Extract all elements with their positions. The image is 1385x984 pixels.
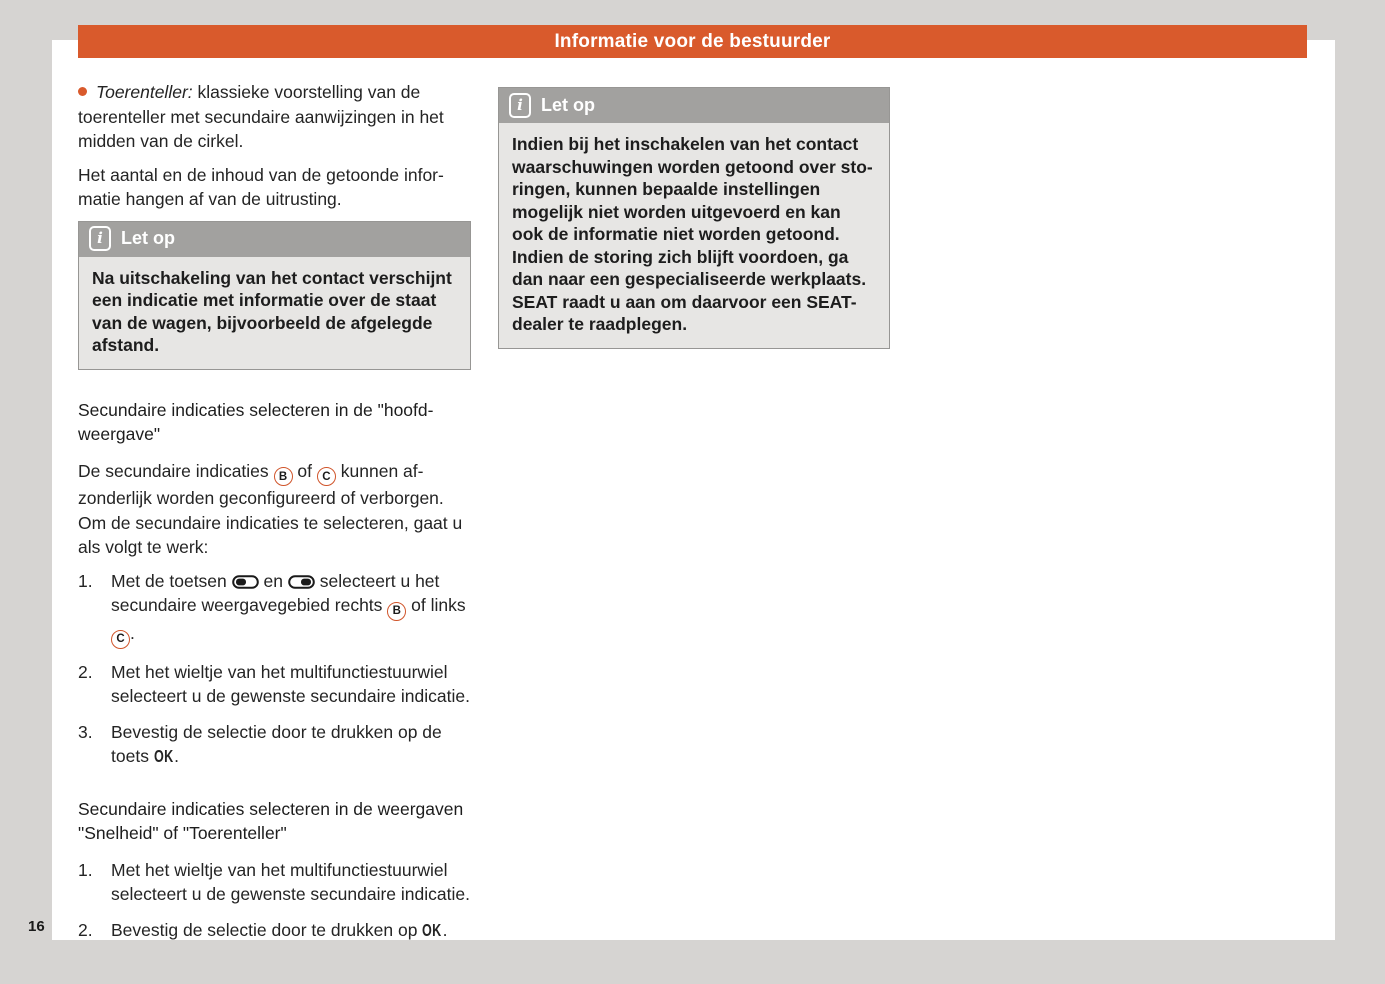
note-title: Let op — [121, 228, 175, 248]
step-text: Bevestig de selectie door te drukken op OK. — [111, 918, 471, 943]
list-item — [78, 720, 471, 769]
bullet-paragraph — [78, 80, 471, 154]
page-title: Informatie voor de bestuurder — [78, 25, 1307, 58]
step-text: Bevestig de selectie door te drukken op de toets OK. — [111, 720, 471, 769]
note-body: Na uitschakeling van het contact verschijnt een indicatie met informatie over de staat van de wagen, bijvoorbeeld de afgelegde afstand. — [79, 257, 470, 369]
paragraph-text: kunnen afzonderlijk worden geconfigureerd of verborgen. Om de secundaire indicaties te selecteren, gaat u als volgt te werk: — [78, 460, 463, 558]
paragraph-text: of — [297, 460, 313, 481]
section-heading-1: Secundaire indicaties selecteren in de "hoofdweergave" — [78, 399, 434, 444]
section-heading-2: Secundaire indicaties selecteren in de weergaven "Snelheid" of "Toerenteller" — [78, 798, 464, 844]
document-page — [52, 31, 1335, 940]
paragraph-text: De secundaire indicaties — [78, 460, 269, 481]
list-item — [78, 660, 471, 709]
ref-b-badge: B — [274, 467, 293, 486]
left-column — [78, 80, 471, 953]
step-number: 1. — [78, 570, 93, 591]
step-number: 2. — [78, 661, 93, 682]
intro-paragraph: Het aantal en de inhoud van de getoonde informatie hangen af van de uitrusting. — [78, 164, 444, 209]
step-text: Met het wieltje van het multifunctiestuurwiel selecteert u de gewenste secundaire indicatie. — [111, 661, 470, 707]
right-column — [498, 78, 890, 349]
ref-c-badge: C — [317, 467, 336, 486]
note-box-left — [78, 221, 471, 370]
list-item — [78, 858, 471, 907]
step-text: Met de toetsen en selecteert u het secundaire weergavegebied rechts B of links C . — [111, 569, 471, 649]
bullet-lead: Toerenteller: — [96, 82, 193, 102]
step-number: 2. — [78, 919, 93, 940]
list-item — [78, 918, 471, 943]
rocker-button-left-icon — [232, 575, 259, 589]
section1-paragraph — [78, 459, 471, 560]
ref-c-badge: C — [111, 630, 130, 649]
info-icon: i — [89, 226, 111, 251]
ok-key-label: OK — [422, 919, 442, 940]
ok-key-label: OK — [153, 746, 174, 767]
note-title: Let op — [541, 94, 595, 115]
page-number: 16 — [28, 918, 45, 935]
note-body: Indien bij het inschakelen van het contact waarschuwingen worden getoond over storingen, kunnen bepaalde instellingen mogelijk niet worden uitgevoerd en kan ook de informatie niet worden getoond. Indien de storing zich blijft voordoen, ga dan naar een gespecialiseerde werkplaats. SEAT raadt u aan om daarvoor een SEAT-dealer te raadplegen. — [499, 123, 889, 348]
step-number: 3. — [78, 721, 93, 742]
note-header — [79, 222, 470, 257]
bullet-icon — [78, 87, 87, 96]
step-number: 1. — [78, 859, 93, 880]
info-icon: i — [509, 93, 531, 118]
note-header — [499, 88, 889, 123]
note-box-right — [498, 87, 890, 349]
bullet-text: klassieke voorstelling van de toerenteller met secundaire aanwijzingen in het midden van de cirkel. — [78, 82, 444, 151]
list-item — [78, 569, 471, 649]
step-text: Met het wieltje van het multifunctiestuurwiel selecteert u de gewenste secundaire indicatie. — [111, 859, 470, 905]
rocker-button-right-icon — [288, 575, 315, 589]
ref-b-badge: B — [387, 602, 406, 621]
